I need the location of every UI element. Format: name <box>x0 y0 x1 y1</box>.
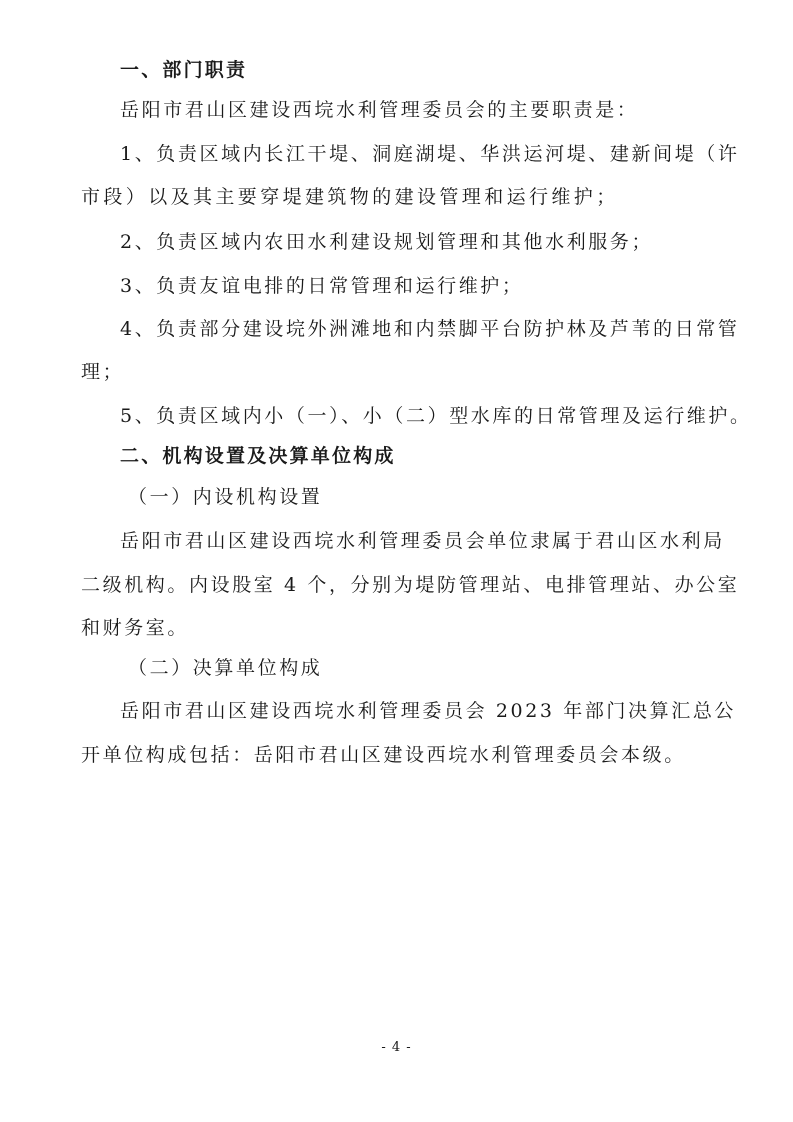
units-paragraph-line-1: 岳阳市君山区建设西垸水利管理委员会 2023 年部门决算汇总公 <box>120 700 737 722</box>
organization-paragraph-line-1: 岳阳市君山区建设西垸水利管理委员会单位隶属于君山区水利局 <box>120 530 725 552</box>
duty-item-3: 3、负责友谊电排的日常管理和运行维护； <box>120 275 524 297</box>
duties-intro: 岳阳市君山区建设西垸水利管理委员会的主要职责是： <box>120 99 639 121</box>
duty-item-4-line-2: 理； <box>81 361 125 383</box>
organization-paragraph-line-3: 和财务室。 <box>81 617 190 639</box>
subheading-final-account-units: （二）决算单位构成 <box>128 657 323 679</box>
duty-item-1-line-1: 1、负责区域内长江干堤、洞庭湖堤、华洪运河堤、建新间堤（许 <box>120 143 740 165</box>
organization-paragraph-line-2: 二级机构。内设股室 4 个，分别为堤防管理站、电排管理站、办公室 <box>81 574 740 596</box>
duty-item-5: 5、负责区域内小（一）、小（二）型水库的日常管理及运行维护。 <box>120 405 752 427</box>
section-heading-organization: 二、机构设置及决算单位构成 <box>120 445 396 467</box>
duty-item-4-line-1: 4、负责部分建设垸外洲滩地和内禁脚平台防护林及芦苇的日常管 <box>120 318 740 340</box>
duty-item-1-line-2: 市段）以及其主要穿堤建筑物的建设管理和运行维护； <box>81 186 619 208</box>
duty-item-2: 2、负责区域内农田水利建设规划管理和其他水利服务； <box>120 231 654 253</box>
subheading-internal-structure: （一）内设机构设置 <box>128 486 323 508</box>
page-number: - 4 - <box>381 1040 412 1055</box>
units-paragraph-line-2: 开单位构成包括：岳阳市君山区建设西垸水利管理委员会本级。 <box>81 744 686 766</box>
section-heading-duties: 一、部门职责 <box>120 59 248 81</box>
